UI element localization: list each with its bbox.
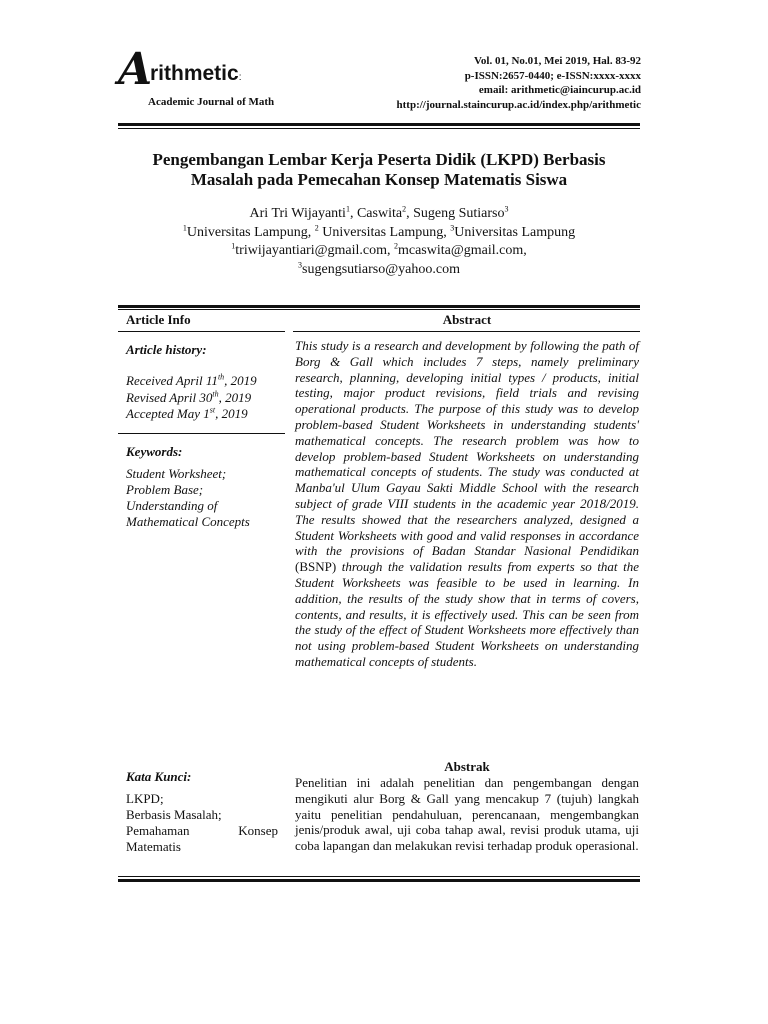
keyword-item: Problem Base; (126, 482, 204, 497)
email-link[interactable]: triwijayantiari@gmail.com (235, 243, 387, 258)
volume-line: Vol. 01, No.01, Mei 2019, Hal. 83-92 (473, 55, 641, 67)
journal-subtitle: Academic Journal of Math (148, 96, 275, 108)
accepted-date: Accepted May 1st, 2019 (126, 405, 248, 421)
author-names: Ari Tri Wijayanti$^1$, Caswita$^2$, Sugeng Sutiarso$^3$ (249, 204, 509, 221)
email-link[interactable]: sugengsutiarso@yahoo.com (302, 261, 460, 277)
logo-initial: A (118, 44, 153, 95)
heading-underline-right (293, 331, 640, 332)
keyword-item: Mathematical Concepts (126, 514, 250, 529)
table-bottom-rule-thin (118, 876, 640, 877)
kata-kunci-list (126, 791, 278, 855)
kata-kunci-item: Matematis (126, 839, 181, 854)
email-link[interactable]: mcaswita@gmail.com (397, 243, 524, 258)
paper-title (118, 150, 640, 190)
url-line[interactable]: http://journal.staincurup.ac.id/index.php/arithmetic (396, 98, 641, 111)
logo-colon: : (238, 72, 242, 83)
kata-kunci-item: Berbasis Masalah; (126, 807, 222, 822)
abstrak-text: Penelitian ini adalah penelitian dan pengembangan dengan mengikuti alur Borg & Gall yang mencakup 7 (tujuh) langkah yaitu penelitian pendahuluan, perencanaan, mengembangkan jenis/produk awal, uji coba tahap awal, revisi produk utama, uji coba lapangan dan melakukan revisi terhadap produk operasional. (295, 775, 639, 854)
abstrak-heading: Abstrak (444, 759, 490, 774)
title-line-1: Pengembangan Lembar Kerja Peserta Didik (LKPD) Berbasis (152, 150, 606, 169)
table-top-rule-thick (118, 305, 640, 308)
info-divider (118, 433, 285, 434)
article-dates (126, 373, 278, 423)
article-info-heading: Article Info (126, 312, 191, 327)
keyword-list (126, 466, 278, 530)
email-line: email: arithmetic@iaincurup.ac.id (478, 84, 641, 96)
table-bottom-rule-thick (118, 879, 640, 882)
kata-kunci-item: LKPD; (126, 791, 164, 806)
keyword-item: Student Worksheet; (126, 466, 227, 481)
revised-date: Revised April 30th, 2019 (126, 389, 252, 405)
author-emails-2: $^3$sugengsutiarso@yahoo.com (298, 259, 460, 277)
kata-kunci-label: Kata Kunci: (126, 769, 192, 784)
keywords-label: Keywords: (126, 444, 183, 459)
logo-word: rithmetic: (150, 62, 242, 85)
kata-kunci-item: Pemahaman Konsep (126, 823, 278, 838)
abstract-text: This study is a research and development by following the path of Borg & Gall which includes 7 steps, namely preliminary research, planning, developing initial types / products, initial testing, major product revisions, field trials and revising operational products. The purpose of this study was to develop problem-based Student Worksheets in understanding students' mathematical concepts. The research problem was how to develop problem-based Student Worksheets on understanding mathematical concepts of students. The study was conducted at Manba'ul Ulum Gayau Sakti Middle School with the research subject of grade VIII students in the academic year 2018/2019. The results showed that the researchers analyzed, designed a Student Worksheets with good and valid responses in accordance with the provisions of Badan Standar Nasional Pendidikan (BSNP) through the validation results from experts so that the Student Worksheets was feasible to be used in learning. In addition, the results of the study show that in terms of covers, contents, and results, it is effectively used. This can be seen from the study of the effect of Student Worksheets more effectively than not using problem-based Student Worksheets on understanding mathematical concepts of students. (295, 338, 639, 669)
author-emails-1: $^1$triwijayantiari@gmail.com, $^2$mcaswita@gmail.com, (231, 241, 527, 258)
author-affiliations: $^1$Universitas Lampung, $^2$ Universitas Lampung, $^3$Universitas Lampung (182, 222, 576, 240)
issn-line: p-ISSN:2657-0440; e-ISSN:xxxx-xxxx (464, 69, 641, 82)
received-date: Received April 11th, 2019 (126, 372, 257, 388)
keyword-item: Understanding of (126, 498, 218, 513)
journal-meta (311, 54, 641, 112)
header-rule-thick (118, 123, 640, 126)
header-rule-thin (118, 128, 640, 129)
abstract-heading: Abstract (442, 312, 492, 327)
table-top-rule-thin (118, 309, 640, 310)
title-line-2: Masalah pada Pemecahan Konsep Matematis Siswa (190, 170, 568, 189)
heading-underline-left (118, 331, 285, 332)
author-block (118, 205, 640, 279)
article-history-label: Article history: (126, 342, 207, 357)
